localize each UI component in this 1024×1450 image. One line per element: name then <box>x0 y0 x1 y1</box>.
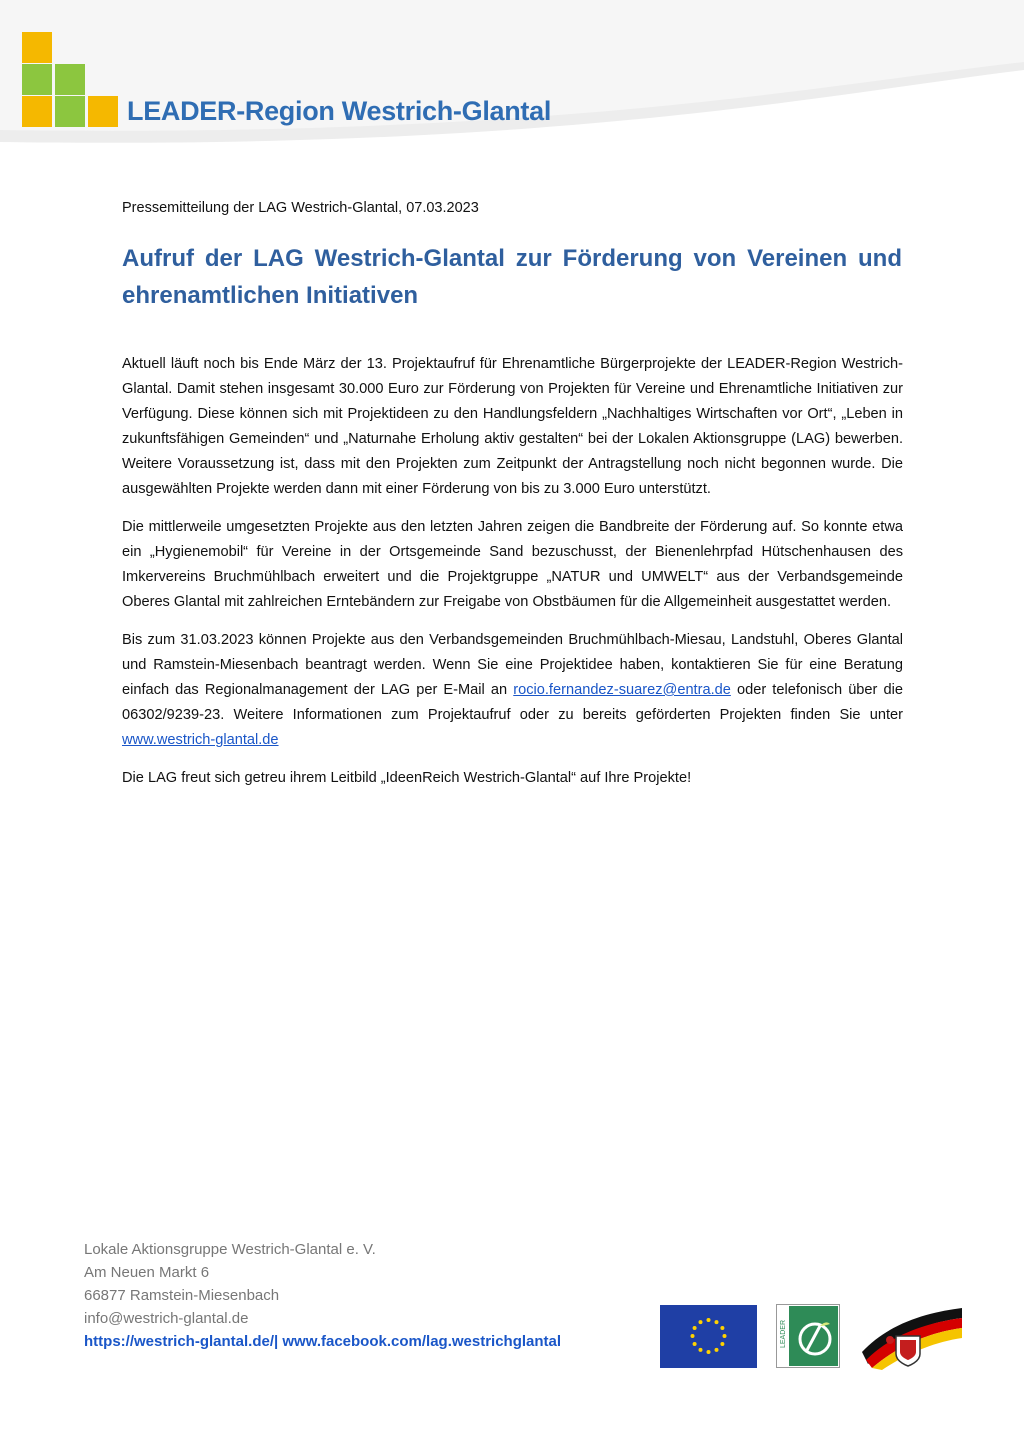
headline: Aufruf der LAG Westrich-Glantal zur Förderung von Vereinen und ehrenamtlichen Initiativen <box>122 245 902 309</box>
paragraph-1: Aktuell läuft noch bis Ende März der 13. Projektaufruf für Ehrenamtliche Bürgerprojekte der LEADER-Region Westrich-Glantal. Damit stehen insgesamt 30.000 Euro zur Förderung von Projekten für Vereine und Ehrenamtliche Initiativen zur Verfügung. Diese können sich mit Projektideen zu den Handlungsfeldern „Nachhaltiges Wirtschaften vor Ort“, „Leben in zukunftsfähigen Gemeinden“ und „Naturnahe Erholung aktiv gestalten“ bei der Lokalen Aktionsgruppe (LAG) bewerben. Weitere Voraussetzung ist, dass mit den Projekten zum Zeitpunkt der Antragstellung noch nicht begonnen wurde. Die ausgewählten Projekte werden dann mit einer Förderung von bis zu 3.000 Euro unterstützt. <box>122 356 903 497</box>
rlp-state-logo-icon <box>860 1302 964 1375</box>
footer-city: 66877 Ramstein-Miesenbach <box>84 1287 280 1304</box>
paragraph-3 <box>122 628 903 753</box>
press-release-line: Pressemitteilung der LAG Westrich-Glantal, 07.03.2023 <box>122 200 479 216</box>
footer-street: Am Neuen Markt 6 <box>84 1264 210 1281</box>
article-body <box>122 352 903 804</box>
paragraph-3-part-a: Bis zum 31.03.2023 können Projekte aus den Verbandsgemeinden Bruchmühlbach-Miesau, Landstuhl, Oberes Glantal und Ramstein-Miesenbach beantragt werden. Wenn Sie eine Projektidee haben, kontaktieren Sie für eine Beratung einfach das Regionalmanagement der LAG per E-Mail an <box>122 632 903 698</box>
brand-title: LEADER-Region Westrich-Glantal <box>127 96 552 126</box>
website-link[interactable]: www.westrich-glantal.de <box>122 732 279 748</box>
footer-links[interactable]: https://westrich-glantal.de/| www.facebook.com/lag.westrichglantal <box>84 1333 562 1350</box>
leader-logo-icon <box>776 1304 840 1373</box>
paragraph-3-part-b: oder telefonisch über die 06302/9239-23. Weitere Informationen zum Projektaufruf oder zu bereits geförderten Projekten finden Sie unter <box>122 682 903 723</box>
paragraph-2: Die mittlerweile umgesetzten Projekte aus den letzten Jahren zeigen die Bandbreite der Förderung auf. So konnte etwa ein „Hygienemobil“ für Vereine in der Ortsgemeinde Sand bezuschusst, der Bienenlehrpfad Hütschenhausen des Imkervereins Bruchmühlbach erweitert und die Projektgruppe „NATUR und UMWELT“ aus der Verbandsgemeinde Oberes Glantal mit zahlreichen Erntebändern zur Freigabe von Obstbäumen für die Allgemeinheit ausgestattet werden. <box>122 519 903 610</box>
footer-org: Lokale Aktionsgruppe Westrich-Glantal e. V. <box>84 1241 376 1258</box>
leader-vertical-text: LEADER <box>780 1319 787 1348</box>
header-wave <box>0 0 1024 160</box>
footer-address <box>84 1238 561 1353</box>
paragraph-4: Die LAG freut sich getreu ihrem Leitbild „IdeenReich Westrich-Glantal“ auf Ihre Projekte! <box>122 770 692 786</box>
email-link[interactable]: rocio.fernandez-suarez@entra.de <box>513 682 731 698</box>
eu-flag-icon <box>660 1305 757 1373</box>
footer-email: info@westrich-glantal.de <box>84 1310 249 1327</box>
header-band <box>0 0 1024 160</box>
